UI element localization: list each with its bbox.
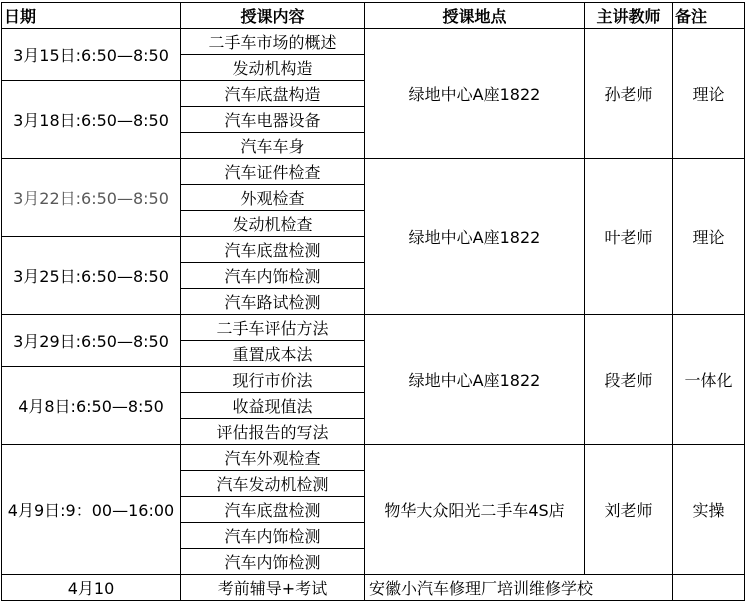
header-note: 备注 <box>673 3 745 29</box>
teacher-cell: 刘老师 <box>585 445 673 575</box>
table-row <box>2 29 745 55</box>
date-cell: 3月15日:6:50—8:50 <box>2 29 181 81</box>
topic-cell: 汽车内饰检测 <box>181 523 365 549</box>
teacher-cell: 段老师 <box>585 315 673 445</box>
topic-cell: 汽车证件检查 <box>181 159 365 185</box>
header-teacher: 主讲教师 <box>585 3 673 29</box>
date-cell: 4月9日:9：00—16:00 <box>2 445 181 575</box>
topic-cell: 外观检查 <box>181 185 365 211</box>
date-cell: 3月22日:6:50—8:50 <box>2 159 181 237</box>
location-cell: 绿地中心A座1822 <box>365 315 585 445</box>
table-row <box>2 315 745 341</box>
teacher-cell: 孙老师 <box>585 29 673 159</box>
topic-cell: 汽车内饰检测 <box>181 549 365 575</box>
topic-cell: 二手车市场的概述 <box>181 29 365 55</box>
header-row <box>2 3 745 29</box>
topic-cell: 汽车底盘构造 <box>181 81 365 107</box>
topic-cell: 汽车电器设备 <box>181 107 365 133</box>
topic-cell: 考前辅导+考试 <box>181 575 365 601</box>
topic-cell: 汽车发动机检测 <box>181 471 365 497</box>
topic-cell: 收益现值法 <box>181 393 365 419</box>
note-cell: 理论 <box>673 159 745 315</box>
table-row <box>2 159 745 185</box>
topic-cell: 现行市价法 <box>181 367 365 393</box>
date-cell: 4月8日:6:50—8:50 <box>2 367 181 445</box>
note-cell <box>673 575 745 601</box>
topic-cell: 发动机构造 <box>181 55 365 81</box>
topic-cell: 评估报告的写法 <box>181 419 365 445</box>
location-cell: 物华大众阳光二手车4S店 <box>365 445 585 575</box>
course-schedule-table <box>1 2 745 601</box>
topic-cell: 二手车评估方法 <box>181 315 365 341</box>
note-cell: 实操 <box>673 445 745 575</box>
date-cell: 3月25日:6:50—8:50 <box>2 237 181 315</box>
date-cell: 3月29日:6:50—8:50 <box>2 315 181 367</box>
table-row <box>2 575 745 601</box>
topic-cell: 汽车路试检测 <box>181 289 365 315</box>
table-row <box>2 445 745 471</box>
header-content: 授课内容 <box>181 3 365 29</box>
topic-cell: 发动机检查 <box>181 211 365 237</box>
note-cell: 一体化 <box>673 315 745 445</box>
header-location: 授课地点 <box>365 3 585 29</box>
date-cell: 3月18日:6:50—8:50 <box>2 81 181 159</box>
location-cell: 安徽小汽车修理厂培训维修学校 <box>365 575 673 601</box>
date-cell: 4月10 <box>2 575 181 601</box>
teacher-cell: 叶老师 <box>585 159 673 315</box>
location-cell: 绿地中心A座1822 <box>365 159 585 315</box>
topic-cell: 汽车内饰检测 <box>181 263 365 289</box>
topic-cell: 重置成本法 <box>181 341 365 367</box>
topic-cell: 汽车底盘检测 <box>181 497 365 523</box>
topic-cell: 汽车外观检查 <box>181 445 365 471</box>
topic-cell: 汽车底盘检测 <box>181 237 365 263</box>
note-cell: 理论 <box>673 29 745 159</box>
location-cell: 绿地中心A座1822 <box>365 29 585 159</box>
header-date: 日期 <box>2 3 181 29</box>
topic-cell: 汽车车身 <box>181 133 365 159</box>
